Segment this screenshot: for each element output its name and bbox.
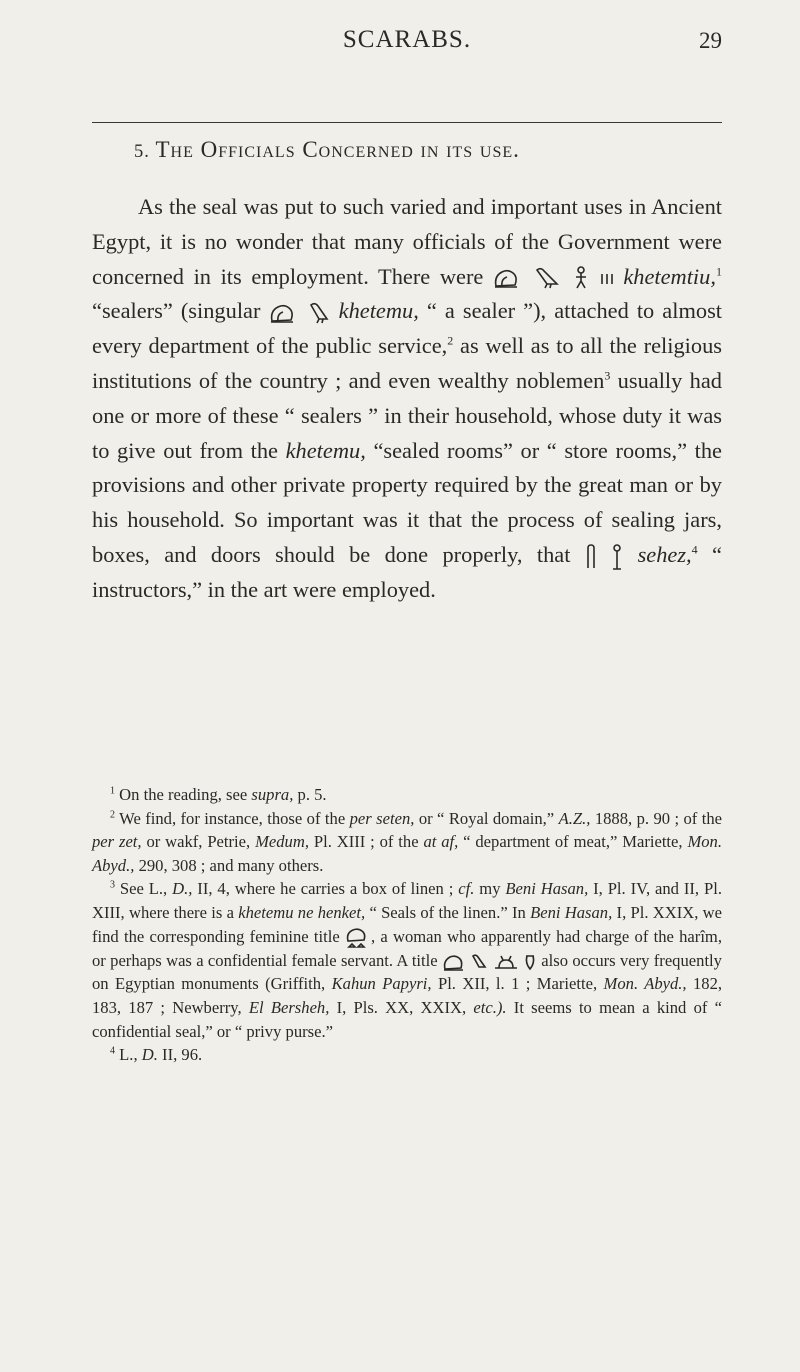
seal-hieroglyph-icon bbox=[269, 302, 299, 324]
footnote-mark[interactable]: 1 bbox=[715, 264, 722, 279]
text-run: per zet, bbox=[92, 832, 142, 852]
text-run: “ a sealer ”), attached to almost every department of the public service, bbox=[92, 298, 722, 359]
text-run: Pl. XIII ; of the bbox=[313, 832, 419, 852]
footnote-mark[interactable]: 4 bbox=[691, 542, 698, 557]
text-run: Kahun Papyri, bbox=[331, 974, 432, 994]
text-run: We find, for instance, those of the bbox=[119, 808, 346, 828]
heart-hieroglyph-icon bbox=[523, 953, 537, 971]
text-run: “ department of meat,” Mariette, bbox=[463, 832, 683, 852]
text-run: or wakf, Petrie, bbox=[146, 832, 251, 852]
text-run: Medum, bbox=[255, 832, 309, 852]
text-run: Mon. Abyd., bbox=[603, 974, 687, 994]
body-text bbox=[92, 190, 722, 608]
text-run: , a woman who apparently had charge of the harîm, or perhaps was a confidential female servant. A title bbox=[92, 926, 722, 970]
text-run: I, Pl. IV, and II, Pl. XIII, where there is a bbox=[92, 879, 722, 922]
bird-hieroglyph-icon bbox=[533, 266, 563, 290]
text-run: II, 4, where he carries a box of linen ; bbox=[197, 879, 454, 899]
text-run: Mon. Abyd., bbox=[92, 832, 723, 875]
text-run: per seten, bbox=[349, 808, 415, 828]
text-run: Beni Hasan, bbox=[505, 879, 589, 899]
footnotes bbox=[92, 783, 722, 1067]
text-run: “ instructors,” in the art were employed. bbox=[92, 541, 722, 602]
transliteration-khetemu: khetemu, bbox=[338, 298, 419, 324]
footnote-number: 2 bbox=[110, 809, 115, 821]
text-run: etc.). bbox=[473, 997, 507, 1017]
text-run: or “ Royal domain,” bbox=[418, 808, 555, 828]
text-run: “sealers” (singular bbox=[92, 298, 261, 324]
text-run: Pl. XII, l. 1 ; Mariette, bbox=[437, 974, 598, 994]
text-run: as well as to all the religious institutions of the country ; and even wealthy noblemen bbox=[92, 333, 722, 393]
text-run: 1888, p. 90 ; of the bbox=[594, 808, 722, 828]
text-run: It seems to mean a kind of “ confidential seal,” or “ privy purse.” bbox=[92, 997, 722, 1041]
text-run: On the reading, see bbox=[119, 785, 248, 804]
text-run: usually had one or more of these “ sealers ” in their household, whose duty it was to give out from the bbox=[92, 367, 722, 463]
text-run: cf. bbox=[458, 879, 475, 899]
paragraph bbox=[92, 190, 722, 608]
text-run: II, 96. bbox=[162, 1045, 203, 1065]
text-run: D. bbox=[141, 1045, 158, 1065]
section-heading bbox=[134, 137, 734, 163]
page-header bbox=[92, 26, 722, 86]
text-run: I, Pl. XXIX, we find the corresponding feminine title bbox=[92, 902, 722, 946]
text-run: supra, bbox=[251, 785, 294, 804]
seal-hieroglyph-icon bbox=[493, 267, 523, 289]
bird-hieroglyph-icon bbox=[470, 953, 488, 971]
seal-hieroglyph-icon bbox=[442, 953, 466, 971]
text-run: As the seal was put to such varied and important uses in Ancient Egypt, it is no wonder that many officials of the Government were concerned in its employment. There were bbox=[92, 194, 722, 289]
seal-hieroglyph-icon bbox=[345, 927, 371, 949]
door-bolt-hieroglyph-icon bbox=[585, 544, 597, 570]
plural-strokes-icon bbox=[600, 270, 614, 286]
text-run: D., bbox=[172, 879, 193, 899]
footnote-mark[interactable]: 2 bbox=[447, 333, 454, 348]
text-run: “ Seals of the linen.” In bbox=[369, 902, 526, 922]
footnote-mark[interactable]: 3 bbox=[604, 368, 611, 383]
footnote-3 bbox=[92, 877, 722, 1043]
section-number: 5. bbox=[134, 142, 150, 162]
text-run: El Bersheh, bbox=[248, 997, 330, 1017]
text-run: Beni Hasan, bbox=[530, 902, 613, 922]
footnote-2 bbox=[92, 807, 722, 878]
transliteration-sehez: sehez, bbox=[637, 541, 692, 567]
text-run: See L., bbox=[119, 879, 168, 899]
feather-hieroglyph-icon bbox=[611, 544, 623, 570]
bird-hieroglyph-icon bbox=[307, 301, 331, 325]
text-run: “sealed rooms” or “ store rooms,” the provisions and other private property required by the great man or by his household. So important was it that the process of sealing jars, boxes, and doors should be done properly, that bbox=[92, 437, 722, 567]
text-run: p. 5. bbox=[297, 785, 327, 804]
running-head: SCARABS. bbox=[342, 26, 472, 53]
page-number: 29 bbox=[699, 28, 722, 53]
text-run: 182, 183, 187 ; Newberry, bbox=[92, 974, 723, 1017]
text-run: khetemu ne henket, bbox=[238, 902, 366, 922]
footnote-4 bbox=[92, 1043, 722, 1067]
section-title: The Officials Concerned in its use. bbox=[155, 137, 520, 162]
footnote-number: 4 bbox=[110, 1045, 115, 1057]
text-run: I, Pls. XX, XXIX, bbox=[336, 997, 467, 1017]
text-run: L., bbox=[119, 1045, 138, 1065]
man-hieroglyph-icon bbox=[572, 265, 590, 291]
text-run: also occurs very frequently on Egyptian monuments (Griffith, bbox=[92, 950, 722, 994]
text-run: at af, bbox=[423, 832, 459, 852]
footnote-number: 1 bbox=[110, 785, 115, 797]
cattle-hieroglyph-icon bbox=[493, 954, 519, 970]
transliteration-khetemtiu: khetemtiu, bbox=[623, 263, 716, 289]
footnote-number: 3 bbox=[110, 879, 115, 891]
text-run: 290, 308 ; and many others. bbox=[138, 855, 324, 875]
transliteration-khetemu: khetemu, bbox=[285, 437, 366, 463]
text-run: my bbox=[479, 879, 501, 899]
footnote-1 bbox=[92, 783, 722, 807]
text-run: A.Z., bbox=[558, 808, 591, 828]
header-rule bbox=[92, 122, 722, 123]
